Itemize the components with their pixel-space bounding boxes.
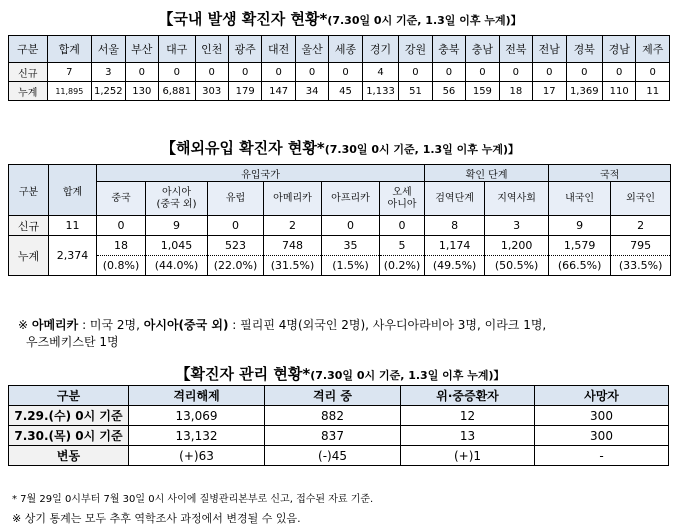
domestic-cell: 51 [399,82,432,101]
domestic-cell: 0 [432,63,465,82]
overseas-new-cell: 3 [485,216,549,236]
overseas-title-main: 【해외유입 확진자 현황* [161,139,325,157]
note-line-1 [18,316,546,333]
management-title-main: 【확진자 관리 현황* [175,365,311,383]
overseas-subheader-cell: 오세 아니아 [380,182,425,216]
management-cell: 13,069 [129,406,265,426]
domestic-cell: 34 [295,82,328,101]
domestic-cell: 1,133 [362,82,398,101]
overseas-cum-cell: 18 [97,236,146,256]
overseas-cum-cell: 5 [380,236,425,256]
domestic-cell: 179 [228,82,261,101]
domestic-row-cum [9,82,670,101]
overseas-pct-cell: (1.5%) [322,256,380,276]
management-header-cell: 위·중증환자 [401,386,535,406]
domestic-cell: 1,252 [92,82,125,101]
overseas-new-cell: 0 [97,216,146,236]
overseas-subheader-cell: 지역사회 [485,182,549,216]
domestic-cell: 4 [362,63,398,82]
management-cell: 837 [265,426,401,446]
overseas-pct-cell: (0.2%) [380,256,425,276]
footnote-2: ※ 상기 통계는 모두 추후 역학조사 과정에서 변경될 수 있음. [12,512,301,525]
domestic-header-cell: 인천 [195,36,228,63]
domestic-cell: 0 [499,63,532,82]
overseas-group-stage: 확인 단계 [425,165,549,182]
overseas-pct-cell: (31.5%) [264,256,322,276]
domestic-title-main: 【국내 발생 확진자 현황* [158,10,328,28]
domestic-header-cell: 대전 [262,36,295,63]
management-cell: 300 [535,426,669,446]
domestic-title-note: (7.30일 0시 기준, 1.3일 이후 누계)】 [327,14,522,27]
domestic-cell: 11 [636,82,670,101]
overseas-new-cell: 0 [322,216,380,236]
domestic-header-cell: 경남 [603,36,636,63]
domestic-header-cell: 서울 [92,36,125,63]
overseas-subheader-cell: 외국인 [611,182,671,216]
domestic-row-label: 신규 [9,63,48,82]
overseas-new-label: 신규 [9,216,49,236]
domestic-cell: 147 [262,82,295,101]
overseas-cum-cell: 795 [611,236,671,256]
overseas-pct-cell: (33.5%) [611,256,671,276]
domestic-cell: 0 [636,63,670,82]
overseas-new-cell: 0 [208,216,264,236]
domestic-cell: 7 [47,63,92,82]
management-header-cell: 구분 [9,386,129,406]
domestic-header-cell: 충북 [432,36,465,63]
domestic-cell: 17 [533,82,566,101]
management-cell: 882 [265,406,401,426]
note-asia-text: : 필리핀 4명(외국인 2명), 사우디아라비아 3명, 이라크 1명, [228,318,547,332]
domestic-header-cell: 부산 [125,36,158,63]
overseas-subheader-row [9,182,671,216]
overseas-row-cum [9,236,671,256]
note-line-2: 우즈베키스탄 1명 [26,335,119,349]
overseas-new-cell: 9 [549,216,611,236]
overseas-new-cell: 9 [146,216,208,236]
note-america-text: : 미국 2명, [78,318,144,332]
overseas-cum-cell: 1,579 [549,236,611,256]
domestic-cell: 0 [159,63,195,82]
overseas-cum-cell: 1,045 [146,236,208,256]
overseas-pct-cell: (44.0%) [146,256,208,276]
domestic-cell: 0 [603,63,636,82]
domestic-cell: 0 [566,63,602,82]
domestic-cell: 303 [195,82,228,101]
domestic-cell: 11,895 [47,82,92,101]
overseas-pct-cell: (0.8%) [97,256,146,276]
management-header-cell: 격리해제 [129,386,265,406]
domestic-cell: 6,881 [159,82,195,101]
management-row-change [9,446,669,466]
domestic-cell: 18 [499,82,532,101]
domestic-cell: 0 [329,63,362,82]
management-cell: 13 [401,426,535,446]
domestic-cell: 56 [432,82,465,101]
domestic-cell: 0 [228,63,261,82]
domestic-header-cell: 전남 [533,36,566,63]
management-header-row [9,386,669,406]
overseas-pct-cell: (50.5%) [485,256,549,276]
management-cell: (-)45 [265,446,401,466]
domestic-header-cell: 경기 [362,36,398,63]
note-america-label: 아메리카 [31,318,79,332]
domestic-cell: 3 [92,63,125,82]
overseas-pct-cell: (22.0%) [208,256,264,276]
overseas-total-header: 합계 [49,165,97,216]
management-row-label: 7.30.(목) 0시 기준 [9,426,129,446]
overseas-new-cell: 2 [264,216,322,236]
domestic-header-cell: 세종 [329,36,362,63]
overseas-row-new [9,216,671,236]
overseas-cum-cell: 748 [264,236,322,256]
domestic-cell: 0 [195,63,228,82]
overseas-subheader-cell: 아메리카 [264,182,322,216]
domestic-row-label: 누계 [9,82,48,101]
domestic-cell: 0 [466,63,499,82]
domestic-header-cell: 구분 [9,36,48,63]
domestic-header-cell: 전북 [499,36,532,63]
overseas-subheader-cell: 검역단계 [425,182,485,216]
overseas-subheader-cell: 중국 [97,182,146,216]
overseas-row-pct [9,256,671,276]
note-prefix: ※ [18,318,32,332]
management-row-0729 [9,406,669,426]
management-header-cell: 사망자 [535,386,669,406]
domestic-cell: 110 [603,82,636,101]
overseas-pct-cell: (66.5%) [549,256,611,276]
management-row-label: 변동 [9,446,129,466]
footnote-1: * 7월 29일 0시부터 7월 30일 0시 사이에 질병관리본부로 신고, 접수된 자료 기준. [12,494,374,505]
overseas-cum-total: 2,374 [49,236,97,276]
management-cell: - [535,446,669,466]
management-row-label: 7.29.(수) 0시 기준 [9,406,129,426]
domestic-title [0,8,680,29]
domestic-header-cell: 광주 [228,36,261,63]
management-cell: 12 [401,406,535,426]
overseas-new-cell: 8 [425,216,485,236]
overseas-cum-cell: 523 [208,236,264,256]
overseas-cum-cell: 35 [322,236,380,256]
domestic-row-new [9,63,670,82]
management-header-cell: 격리 중 [265,386,401,406]
overseas-subheader-cell: 내국인 [549,182,611,216]
overseas-cum-cell: 1,174 [425,236,485,256]
management-cell: 13,132 [129,426,265,446]
overseas-group-nationality: 국적 [549,165,671,182]
overseas-new-total: 11 [49,216,97,236]
management-title-note: (7.30일 0시 기준, 1.3일 이후 누계)】 [310,369,505,382]
domestic-cell: 130 [125,82,158,101]
management-title [0,363,680,384]
domestic-cell: 0 [262,63,295,82]
domestic-header-cell: 경북 [566,36,602,63]
domestic-cell: 45 [329,82,362,101]
overseas-gubun-header: 구분 [9,165,49,216]
domestic-cell: 0 [125,63,158,82]
domestic-table [8,35,670,101]
overseas-cum-label: 누계 [9,236,49,276]
domestic-cell: 159 [466,82,499,101]
domestic-header-cell: 합계 [47,36,92,63]
overseas-group-country: 유입국가 [97,165,425,182]
overseas-table [8,164,671,276]
management-cell: 300 [535,406,669,426]
domestic-cell: 1,369 [566,82,602,101]
domestic-header-row [9,36,670,63]
overseas-title-note: (7.30일 0시 기준, 1.3일 이후 누계)】 [324,143,519,156]
domestic-cell: 0 [533,63,566,82]
management-cell: (+)1 [401,446,535,466]
domestic-header-cell: 대구 [159,36,195,63]
management-table [8,385,669,466]
management-row-0730 [9,426,669,446]
domestic-header-cell: 울산 [295,36,328,63]
overseas-subheader-cell: 아시아 (중국 외) [146,182,208,216]
overseas-pct-cell: (49.5%) [425,256,485,276]
overseas-subheader-cell: 유럽 [208,182,264,216]
overseas-cum-cell: 1,200 [485,236,549,256]
note-asia-label: 아시아(중국 외) [143,318,229,332]
domestic-header-cell: 강원 [399,36,432,63]
management-cell: (+)63 [129,446,265,466]
domestic-cell: 0 [399,63,432,82]
overseas-new-cell: 0 [380,216,425,236]
domestic-cell: 0 [295,63,328,82]
domestic-header-cell: 충남 [466,36,499,63]
overseas-title [0,137,680,158]
overseas-new-cell: 2 [611,216,671,236]
overseas-subheader-cell: 아프리카 [322,182,380,216]
domestic-header-cell: 제주 [636,36,670,63]
